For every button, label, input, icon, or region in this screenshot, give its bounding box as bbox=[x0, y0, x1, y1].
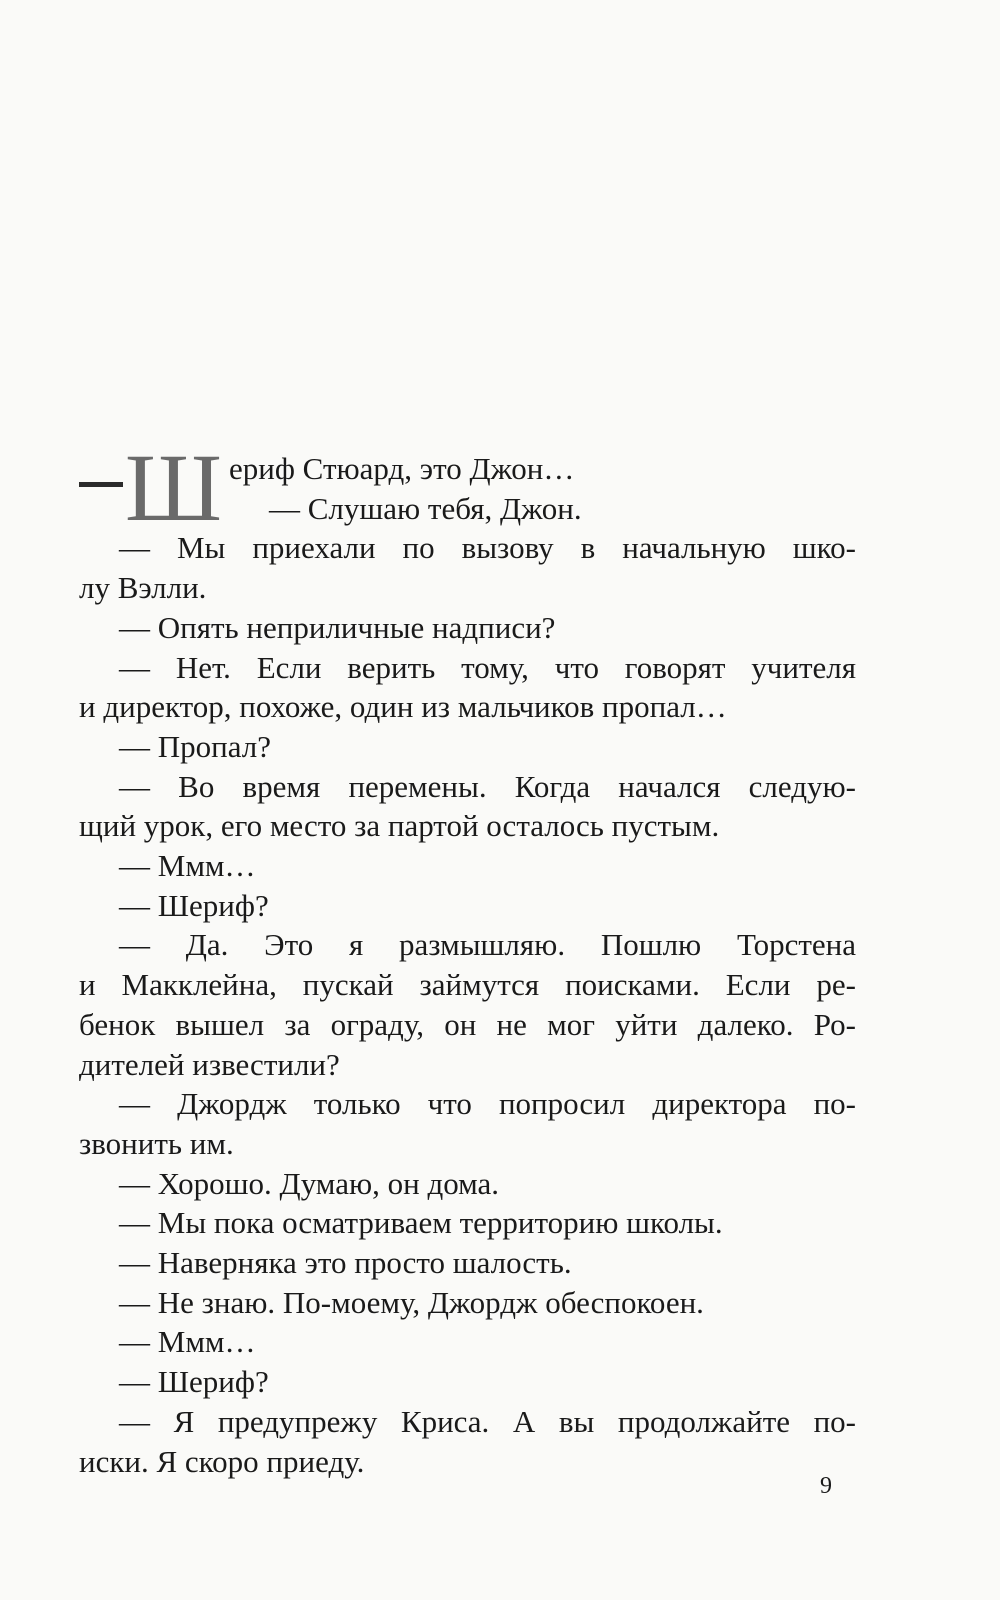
text-line: и директор, похоже, один из мальчиков пропал… bbox=[79, 689, 727, 725]
text-line: — Не знаю. По-моему, Джордж обеспокоен. bbox=[119, 1284, 704, 1320]
text-line: — Во время перемены. Когда начался следую- bbox=[119, 768, 856, 804]
drop-cap: Ш bbox=[125, 434, 222, 541]
first-line: ериф Стюард, это Джон… bbox=[229, 451, 575, 486]
text-line: иски. Я скоро приеду. bbox=[79, 1443, 365, 1479]
dialogue-text bbox=[79, 434, 856, 1481]
text-line: — Опять неприличные надписи? bbox=[119, 609, 556, 645]
opening-dash bbox=[79, 482, 123, 487]
text-line: — Джордж только что попросил директора по- bbox=[119, 1086, 856, 1122]
text-line: звонить им. bbox=[79, 1125, 234, 1161]
text-line: — Шериф? bbox=[119, 887, 269, 923]
text-line: — Ммм… bbox=[119, 848, 256, 884]
text-line: — Хорошо. Думаю, он дома. bbox=[119, 1165, 500, 1201]
text-line: — Мы пока осматриваем территорию школы. bbox=[119, 1205, 723, 1241]
text-line: — Наверняка это просто шалость. bbox=[119, 1245, 572, 1281]
text-line: — Шериф? bbox=[119, 1364, 269, 1400]
text-line: и Макклейна, пускай займутся поисками. Если ре- bbox=[79, 967, 856, 1003]
text-line: — Пропал? bbox=[119, 728, 271, 764]
second-line: — Слушаю тебя, Джон. bbox=[269, 490, 582, 526]
text-line: щий урок, его место за партой осталось пустым. bbox=[79, 808, 720, 844]
text-line: бенок вышел за ограду, он не мог уйти далеко. Ро- bbox=[79, 1006, 856, 1042]
text-line: — Нет. Если верить тому, что говорят учителя bbox=[119, 649, 856, 685]
text-line: дителей известили? bbox=[79, 1046, 340, 1082]
chapter-opening bbox=[79, 434, 856, 541]
text-line: — Мы приехали по вызову в начальную шко- bbox=[119, 530, 856, 566]
text-line: — Я предупрежу Криса. А вы продолжайте по- bbox=[119, 1403, 856, 1439]
text-line: — Да. Это я размышляю. Пошлю Торстена bbox=[119, 927, 856, 963]
page-number: 9 bbox=[820, 1473, 832, 1499]
text-line: — Ммм… bbox=[119, 1324, 256, 1360]
text-line: лу Вэлли. bbox=[79, 570, 207, 606]
